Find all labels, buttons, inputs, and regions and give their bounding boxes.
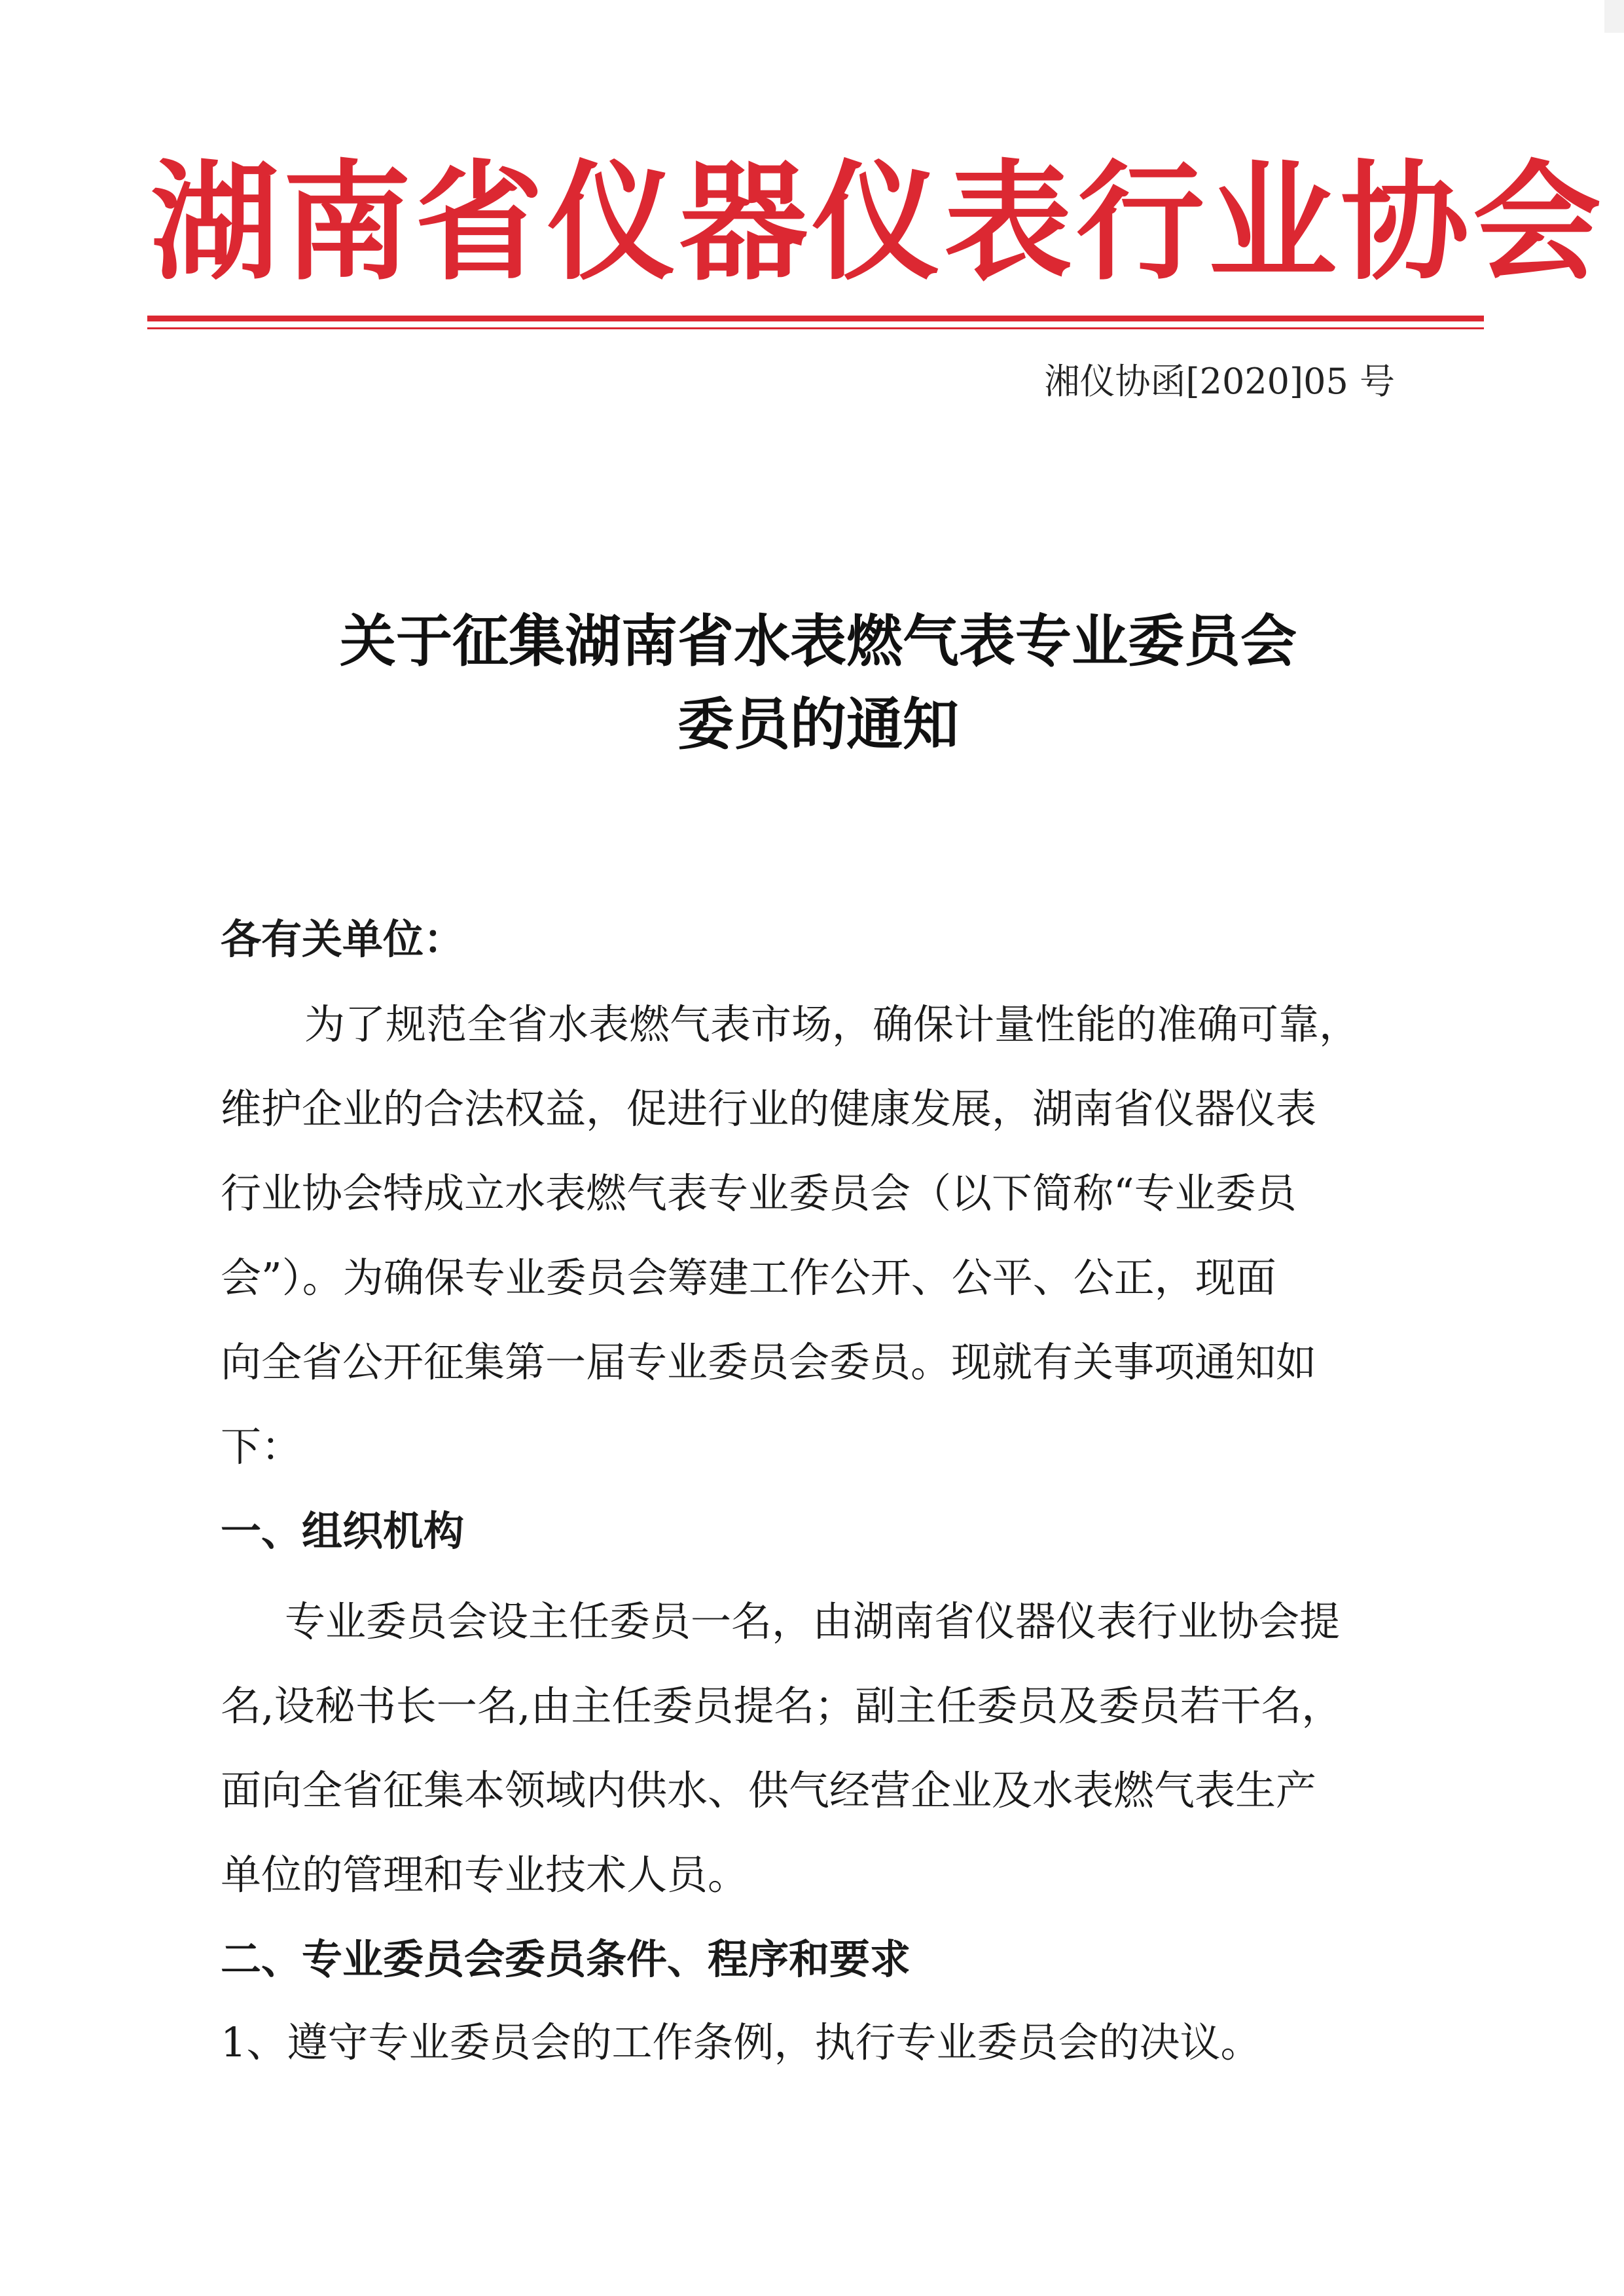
section-heading-organization: 一、组织机构: [221, 1507, 465, 1555]
section1-line: 名,设秘书长一名,由主任委员提名；副主任委员及委员若干名，: [221, 1682, 1343, 1730]
letterhead-rule-thin: [147, 327, 1484, 329]
intro-line: 行业协会特成立水表燃气表专业委员会（以下简称“专业委员: [221, 1169, 1297, 1217]
section1-line: 面向全省征集本领域内供水、供气经营企业及水表燃气表生产: [221, 1766, 1317, 1814]
intro-line: 下：: [221, 1423, 302, 1470]
section1-line: 单位的管理和专业技术人员。: [221, 1851, 749, 1899]
letterhead-rule-thick: [147, 316, 1484, 321]
intro-line: 会”）。为确保专业委员会筹建工作公开、公平、公正，现面: [221, 1254, 1276, 1302]
document-number: 湘仪协函[2020]05 号: [1044, 361, 1395, 402]
salutation: 各有关单位：: [221, 915, 465, 963]
letterhead-org-name: 湖南省仪器仪表行业协会: [151, 147, 1606, 298]
intro-line: 为了规范全省水表燃气表市场，确保计量性能的准确可靠，: [304, 1000, 1360, 1048]
document-title-line-2: 委员的通知: [677, 691, 959, 757]
section2-line: 1、遵守专业委员会的工作条例，执行专业委员会的决议。: [221, 2018, 1261, 2066]
intro-line: 向全省公开征集第一届专业委员会委员。现就有关事项通知如: [221, 1338, 1317, 1386]
section-heading-requirements: 二、专业委员会委员条件、程序和要求: [221, 1935, 911, 1983]
document-title-line-1: 关于征集湖南省水表燃气表专业委员会: [340, 608, 1297, 674]
intro-line: 维护企业的合法权益，促进行业的健康发展，湖南省仪器仪表: [221, 1085, 1317, 1133]
section1-line: 专业委员会设主任委员一名，由湖南省仪器仪表行业协会提: [285, 1597, 1341, 1645]
page-corner-mark: [1604, 0, 1624, 33]
